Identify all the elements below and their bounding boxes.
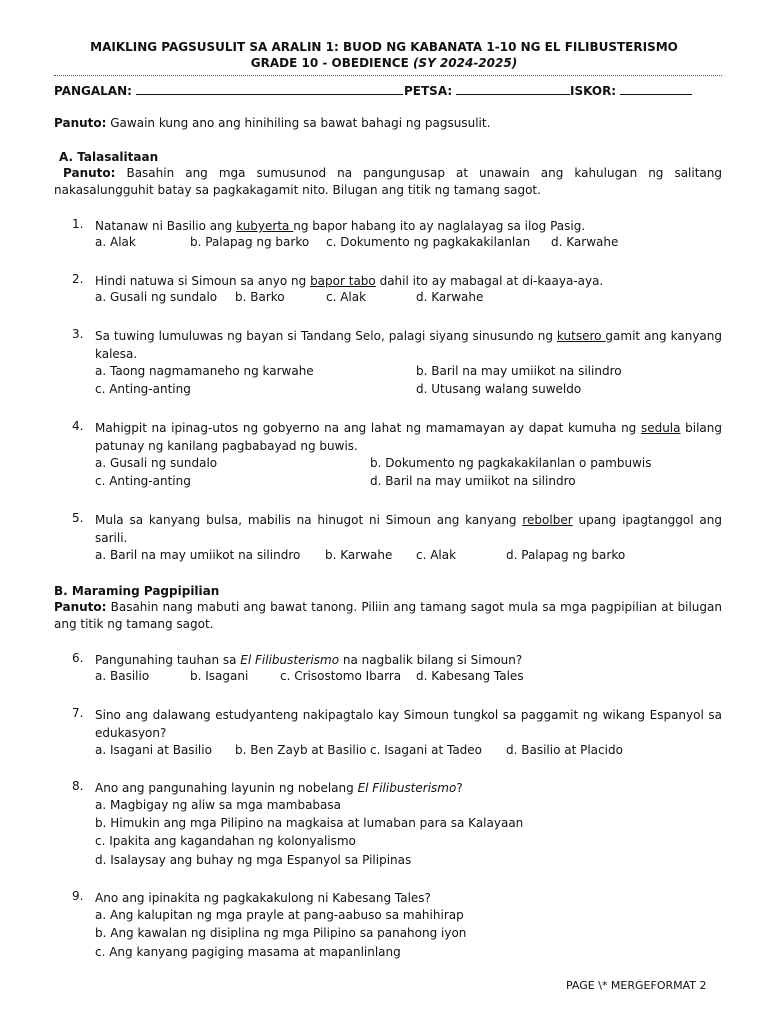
instruction-text: Basahin ang mga sumusunod na pangungusap at unawain ang kahulugan ng salitang nakasalungguhit batay sa pagkakagamit nito. Bilugan ang titik ng tamang sagot. — [54, 166, 722, 197]
name-field — [54, 83, 403, 98]
option-d[interactable]: d. Utusang walang suweldo — [416, 382, 582, 396]
option-b[interactable]: b. Isagani — [190, 669, 249, 683]
question-segment: Hindi natuwa si Simoun sa anyo ng — [95, 274, 311, 288]
section-b-title: B. Maraming Pagpipilian — [54, 584, 220, 598]
underlined-word: rebolber — [522, 513, 573, 527]
option-c[interactable]: c. Anting-anting — [95, 474, 191, 488]
option-a[interactable]: a. Taong nagmamaneho ng karwahe — [95, 364, 314, 378]
option-b[interactable]: b. Ben Zayb at Basilio — [235, 743, 367, 757]
underlined-word: kubyerta — [236, 219, 294, 233]
question-segment: dahil ito ay mabagal at di-kaaya-aya. — [375, 274, 604, 288]
question-segment: upang ipagtanggol ang sarili. — [95, 513, 722, 545]
option-b[interactable]: b. Dokumento ng pagkakakilanlan o pambuwis — [370, 456, 652, 470]
option-a[interactable]: a. Isagani at Basilio — [95, 743, 212, 757]
question-number: 1. — [72, 217, 84, 231]
option-a[interactable]: a. Gusali ng sundalo — [95, 290, 218, 304]
instruction-label: Panuto: — [54, 600, 107, 614]
date-blank[interactable] — [456, 83, 570, 95]
date-field — [404, 83, 570, 98]
question-segment: bilang patunay ng kanilang pagbabayad ng buwis. — [95, 421, 722, 453]
question-text — [95, 272, 722, 290]
option-d[interactable]: d. Karwahe — [416, 290, 484, 304]
score-field — [570, 83, 692, 98]
question-number: 4. — [72, 419, 84, 433]
novel-title: El Filibusterismo — [357, 781, 457, 795]
section-a-title: A. Talasalitaan — [59, 150, 159, 164]
option-b[interactable]: b. Ang kawalan ng disiplina ng mga Pilipino sa panahong iyon — [95, 926, 467, 940]
question-text: Sino ang dalawang estudyanteng nakipagtalo kay Simoun tungkol sa paggamit ng wikang Espanyol sa edukasyon? — [95, 708, 722, 740]
question-text — [95, 419, 722, 455]
question-number: 9. — [72, 889, 84, 903]
option-b[interactable]: b. Palapag ng barko — [190, 235, 310, 249]
question-number: 2. — [72, 272, 84, 286]
question-segment: Mahigpit na ipinag-utos ng gobyerno na ang lahat ng mamamayan ay dapat kumuha ng — [95, 421, 641, 435]
option-d[interactable]: d. Basilio at Placido — [506, 743, 623, 757]
question-number: 8. — [72, 779, 84, 793]
option-a[interactable]: a. Alak — [95, 235, 136, 249]
general-instruction — [54, 116, 490, 130]
option-c[interactable]: c. Ipakita ang kagandahan ng kolonyalismo — [95, 834, 356, 848]
question-segment: na nagbalik bilang si Simoun? — [339, 653, 523, 667]
score-label: ISKOR: — [570, 84, 621, 98]
grade-section: GRADE 10 - OBEDIENCE — [250, 56, 413, 70]
option-d[interactable]: d. Karwahe — [551, 235, 619, 249]
option-c[interactable]: c. Isagani at Tadeo — [370, 743, 483, 757]
question-segment: Natanaw ni Basilio ang — [95, 219, 237, 233]
score-blank[interactable] — [620, 83, 692, 95]
instruction-label: Panuto: — [63, 166, 116, 180]
instruction-text: Gawain kung ano ang hinihiling sa bawat bahagi ng pagsusulit. — [106, 116, 491, 130]
date-label: PETSA: — [404, 84, 457, 98]
quiz-title: MAIKLING PAGSUSULIT SA ARALIN 1: BUOD NG KABANATA 1-10 NG EL FILIBUSTERISMO — [90, 40, 678, 54]
question-number: 7. — [72, 706, 84, 720]
question-number: 3. — [72, 327, 84, 341]
option-d[interactable]: d. Baril na may umiikot na silindro — [370, 474, 576, 488]
page-footer: PAGE \* MERGEFORMAT 2 — [566, 979, 707, 992]
option-c[interactable]: c. Alak — [326, 290, 367, 304]
question-segment: Sa tuwing lumuluwas ng bayan si Tandang Selo, palagi siyang sinusundo ng — [95, 329, 557, 343]
instruction-label: Panuto: — [54, 116, 107, 130]
question-segment: ng bapor habang ito ay naglalayag sa ilog Pasig. — [293, 219, 586, 233]
question-text — [95, 217, 722, 235]
underlined-word: kutsero — [556, 329, 606, 343]
novel-title: El Filibusterismo — [240, 653, 340, 667]
underlined-word: sedula — [640, 421, 681, 435]
option-a[interactable]: a. Gusali ng sundalo — [95, 456, 218, 470]
option-a[interactable]: a. Magbigay ng aliw sa mga mambabasa — [95, 798, 342, 812]
instruction-text: Basahin nang mabuti ang bawat tanong. Piliin ang tamang sagot mula sa mga pagpipilian at bilugan ang titik ng tamang sagot. — [54, 600, 722, 631]
option-c[interactable]: c. Anting-anting — [95, 382, 191, 396]
question-text — [95, 327, 722, 363]
question-number: 6. — [72, 651, 84, 665]
question-segment: Pangunahing tauhan sa — [95, 653, 241, 667]
name-label: PANGALAN: — [54, 84, 137, 98]
question-text — [95, 511, 722, 547]
option-a[interactable]: a. Baril na may umiikot na silindro — [95, 548, 301, 562]
quiz-subtitle — [0, 56, 768, 70]
option-b[interactable]: b. Barko — [235, 290, 285, 304]
option-d[interactable]: d. Isalaysay ang buhay ng mga Espanyol sa Pilipinas — [95, 853, 412, 867]
question-text — [95, 651, 722, 669]
option-d[interactable]: d. Kabesang Tales — [416, 669, 524, 683]
option-b[interactable]: b. Baril na may umiikot na silindro — [416, 364, 622, 378]
section-a-instruction — [54, 165, 722, 199]
question-text: Ano ang ipinakita ng pagkakakulong ni Kabesang Tales? — [95, 891, 431, 905]
option-a[interactable]: a. Basilio — [95, 669, 150, 683]
option-c[interactable]: c. Alak — [416, 548, 457, 562]
question-segment: ? — [456, 781, 463, 795]
question-number: 5. — [72, 511, 84, 525]
option-b[interactable]: b. Himukin ang mga Pilipino na magkaisa at lumaban para sa Kalayaan — [95, 816, 524, 830]
option-c[interactable]: c. Crisostomo Ibarra — [280, 669, 402, 683]
question-segment: Mula sa kanyang bulsa, mabilis na hinugot ni Simoun ang kanyang — [95, 513, 523, 527]
question-segment: gamit ang kanyang kalesa. — [95, 329, 722, 361]
option-a[interactable]: a. Ang kalupitan ng mga prayle at pang-aabuso sa mahihirap — [95, 908, 464, 922]
question-text — [95, 779, 722, 797]
name-blank[interactable] — [136, 83, 403, 95]
section-b-instruction — [54, 599, 722, 633]
question-segment: Ano ang pangunahing layunin ng nobelang — [95, 781, 358, 795]
header-divider — [54, 75, 722, 76]
option-d[interactable]: d. Palapag ng barko — [506, 548, 626, 562]
school-year: (SY 2024-2025) — [412, 56, 518, 70]
option-b[interactable]: b. Karwahe — [325, 548, 393, 562]
underlined-word: bapor tabo — [310, 274, 376, 288]
option-c[interactable]: c. Dokumento ng pagkakakilanlan — [326, 235, 531, 249]
option-c[interactable]: c. Ang kanyang pagiging masama at mapanlinlang — [95, 945, 401, 959]
